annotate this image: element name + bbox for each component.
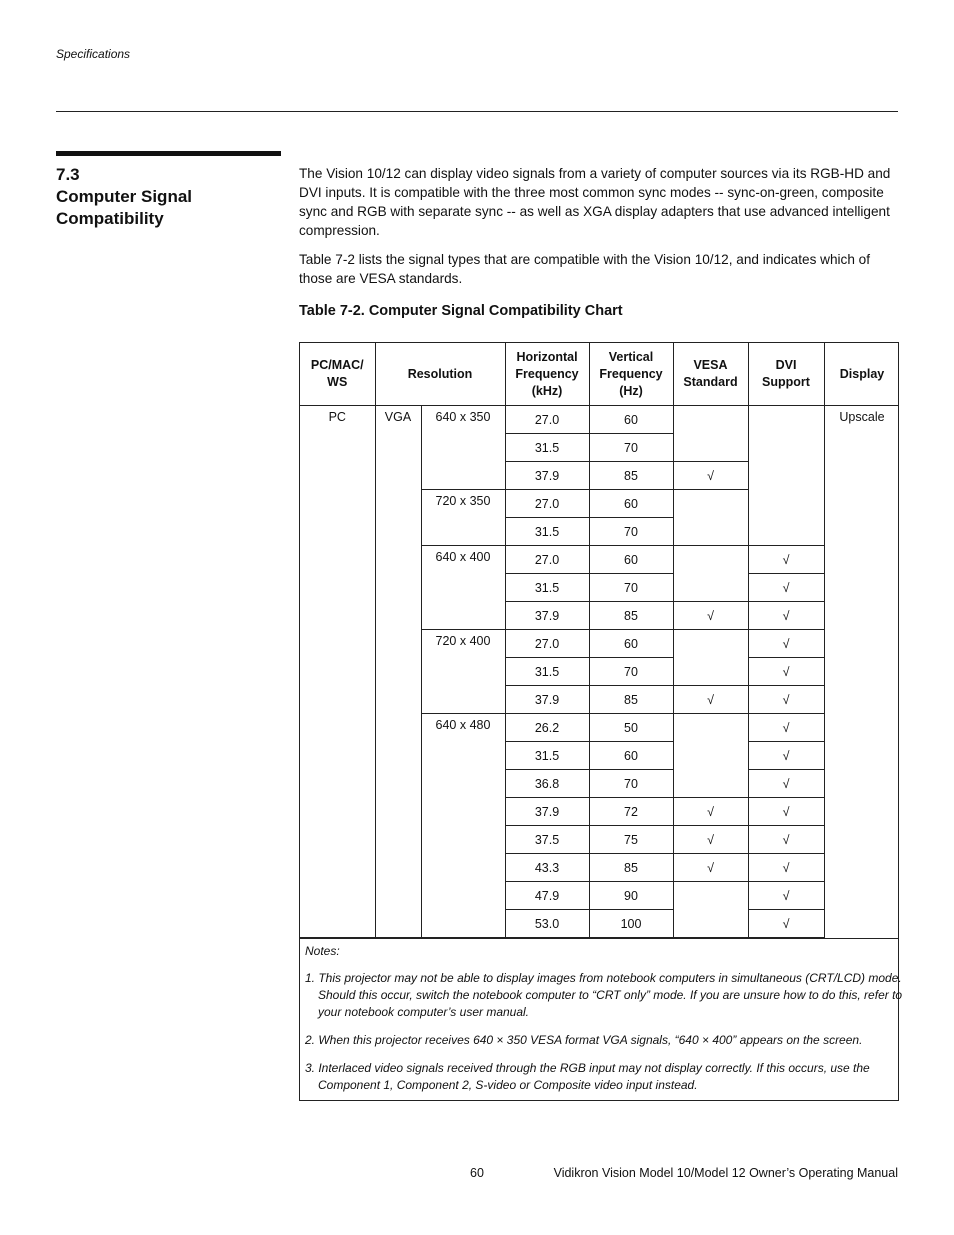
dvi-check: √ — [748, 630, 824, 658]
vesa-check: √ — [673, 462, 748, 490]
vfreq-cell: 60 — [589, 490, 673, 518]
table-title: Table 7-2. Computer Signal Compatibility Chart — [299, 303, 623, 319]
dvi-check: √ — [748, 854, 824, 882]
resolution-cell: 640 x 480 — [421, 714, 505, 938]
vesa-cell — [673, 406, 748, 462]
hfreq-cell: 27.0 — [505, 490, 589, 518]
hfreq-cell: 31.5 — [505, 658, 589, 686]
table-reference-paragraph: Table 7-2 lists the signal types that are compatible with the Vision 10/12, and indicates which of those are VESA standards. — [299, 252, 871, 286]
page-number: 60 — [470, 1166, 484, 1180]
vfreq-cell: 50 — [589, 714, 673, 742]
dvi-check: √ — [748, 658, 824, 686]
hfreq-cell: 36.8 — [505, 770, 589, 798]
vfreq-cell: 60 — [589, 630, 673, 658]
intro-paragraph: The Vision 10/12 can display video signals from a variety of computer sources via its RGB-HD and DVI inputs. It is compatible with the three most common sync modes -- sync-on-green, composite sync and RGB with separate sync -- as well as XGA display adapters that use advanced intelligent compression. — [299, 166, 891, 238]
hfreq-cell: 27.0 — [505, 406, 589, 434]
header-display: Display — [825, 343, 899, 406]
vfreq-cell: 70 — [589, 770, 673, 798]
section-bar — [56, 151, 281, 156]
dvi-check: √ — [748, 714, 824, 742]
hfreq-cell: 43.3 — [505, 854, 589, 882]
header-vesa-standard: VESA Standard — [673, 343, 748, 406]
dvi-check: √ — [748, 798, 824, 826]
vfreq-cell: 72 — [589, 798, 673, 826]
section-title-line2: Compatibility — [56, 209, 164, 228]
vfreq-cell: 70 — [589, 518, 673, 546]
resolution-cell: 640 x 400 — [421, 546, 505, 630]
header-horizontal-frequency: Horizontal Frequency (kHz) — [505, 343, 589, 406]
vesa-check: √ — [673, 826, 748, 854]
hfreq-cell: 47.9 — [505, 882, 589, 910]
note-1: 1. This projector may not be able to display images from notebook computers in simultaneous (CRT/LCD) mode. Should this occur, switch the notebook computer to “CRT only” mode. If you are unsure how to do this, refer to your notebook computer’s user manual. — [305, 971, 903, 1019]
vfreq-cell: 85 — [589, 686, 673, 714]
note-3: 3. Interlaced video signals received through the RGB input may not display correctly. If this occurs, use the Component 1, Component 2, S-video or Composite video input instead. — [305, 1061, 870, 1092]
section-heading — [56, 164, 281, 230]
dvi-check: √ — [748, 826, 824, 854]
section-title-line1: Computer Signal — [56, 187, 193, 206]
vfreq-cell: 60 — [589, 406, 673, 434]
vesa-cell — [673, 546, 748, 602]
table-row — [300, 406, 824, 434]
platform-cell: PC — [300, 406, 375, 938]
hfreq-cell: 37.5 — [505, 826, 589, 854]
table-notes — [300, 938, 903, 1092]
mode-cell: VGA — [375, 406, 421, 938]
vesa-cell — [673, 630, 748, 686]
compatibility-grid — [300, 343, 825, 938]
dvi-check: √ — [748, 882, 824, 910]
vfreq-cell: 60 — [589, 546, 673, 574]
vfreq-cell: 75 — [589, 826, 673, 854]
vfreq-cell: 85 — [589, 462, 673, 490]
dvi-check: √ — [748, 574, 824, 602]
vfreq-cell: 70 — [589, 658, 673, 686]
vfreq-cell: 85 — [589, 602, 673, 630]
hfreq-cell: 26.2 — [505, 714, 589, 742]
vesa-check: √ — [673, 602, 748, 630]
resolution-cell: 720 x 350 — [421, 490, 505, 546]
hfreq-cell: 37.9 — [505, 686, 589, 714]
vesa-cell — [673, 490, 748, 546]
hfreq-cell: 27.0 — [505, 630, 589, 658]
resolution-cell: 640 x 350 — [421, 406, 505, 490]
vfreq-cell: 100 — [589, 910, 673, 938]
compatibility-table — [299, 342, 903, 1101]
section-number: 7.3 — [56, 165, 80, 184]
running-header: Specifications — [56, 47, 131, 61]
hfreq-cell: 53.0 — [505, 910, 589, 938]
vfreq-cell: 60 — [589, 742, 673, 770]
hfreq-cell: 31.5 — [505, 434, 589, 462]
header-vertical-frequency: Vertical Frequency (Hz) — [589, 343, 673, 406]
dvi-check: √ — [748, 686, 824, 714]
dvi-check: √ — [748, 602, 824, 630]
dvi-cell — [748, 406, 824, 546]
vesa-cell — [673, 714, 748, 798]
dvi-check: √ — [748, 770, 824, 798]
note-2: 2. When this projector receives 640 × 350 VESA format VGA signals, “640 × 400” appears on the screen. — [305, 1033, 863, 1047]
header-pcmac: PC/MAC/ WS — [300, 343, 375, 406]
resolution-cell: 720 x 400 — [421, 630, 505, 714]
header-row — [300, 343, 824, 406]
hfreq-cell: 31.5 — [505, 574, 589, 602]
hfreq-cell: 31.5 — [505, 518, 589, 546]
vfreq-cell: 90 — [589, 882, 673, 910]
hfreq-cell: 31.5 — [505, 742, 589, 770]
display-column — [824, 343, 899, 938]
hfreq-cell: 37.9 — [505, 798, 589, 826]
vesa-check: √ — [673, 798, 748, 826]
hfreq-cell: 27.0 — [505, 546, 589, 574]
header-resolution: Resolution — [375, 343, 505, 406]
dvi-check: √ — [748, 546, 824, 574]
hfreq-cell: 37.9 — [505, 602, 589, 630]
vesa-cell — [673, 882, 748, 938]
vfreq-cell: 70 — [589, 434, 673, 462]
display-value: Upscale — [839, 410, 885, 424]
vesa-check: √ — [673, 686, 748, 714]
notes-label: Notes: — [305, 944, 340, 958]
manual-title: Vidikron Vision Model 10/Model 12 Owner’s Operating Manual — [553, 1166, 898, 1180]
hfreq-cell: 37.9 — [505, 462, 589, 490]
dvi-check: √ — [748, 910, 824, 938]
vfreq-cell: 70 — [589, 574, 673, 602]
vesa-check: √ — [673, 854, 748, 882]
header-dvi-support: DVI Support — [748, 343, 824, 406]
vfreq-cell: 85 — [589, 854, 673, 882]
dvi-check: √ — [748, 742, 824, 770]
header-rule — [56, 111, 898, 112]
